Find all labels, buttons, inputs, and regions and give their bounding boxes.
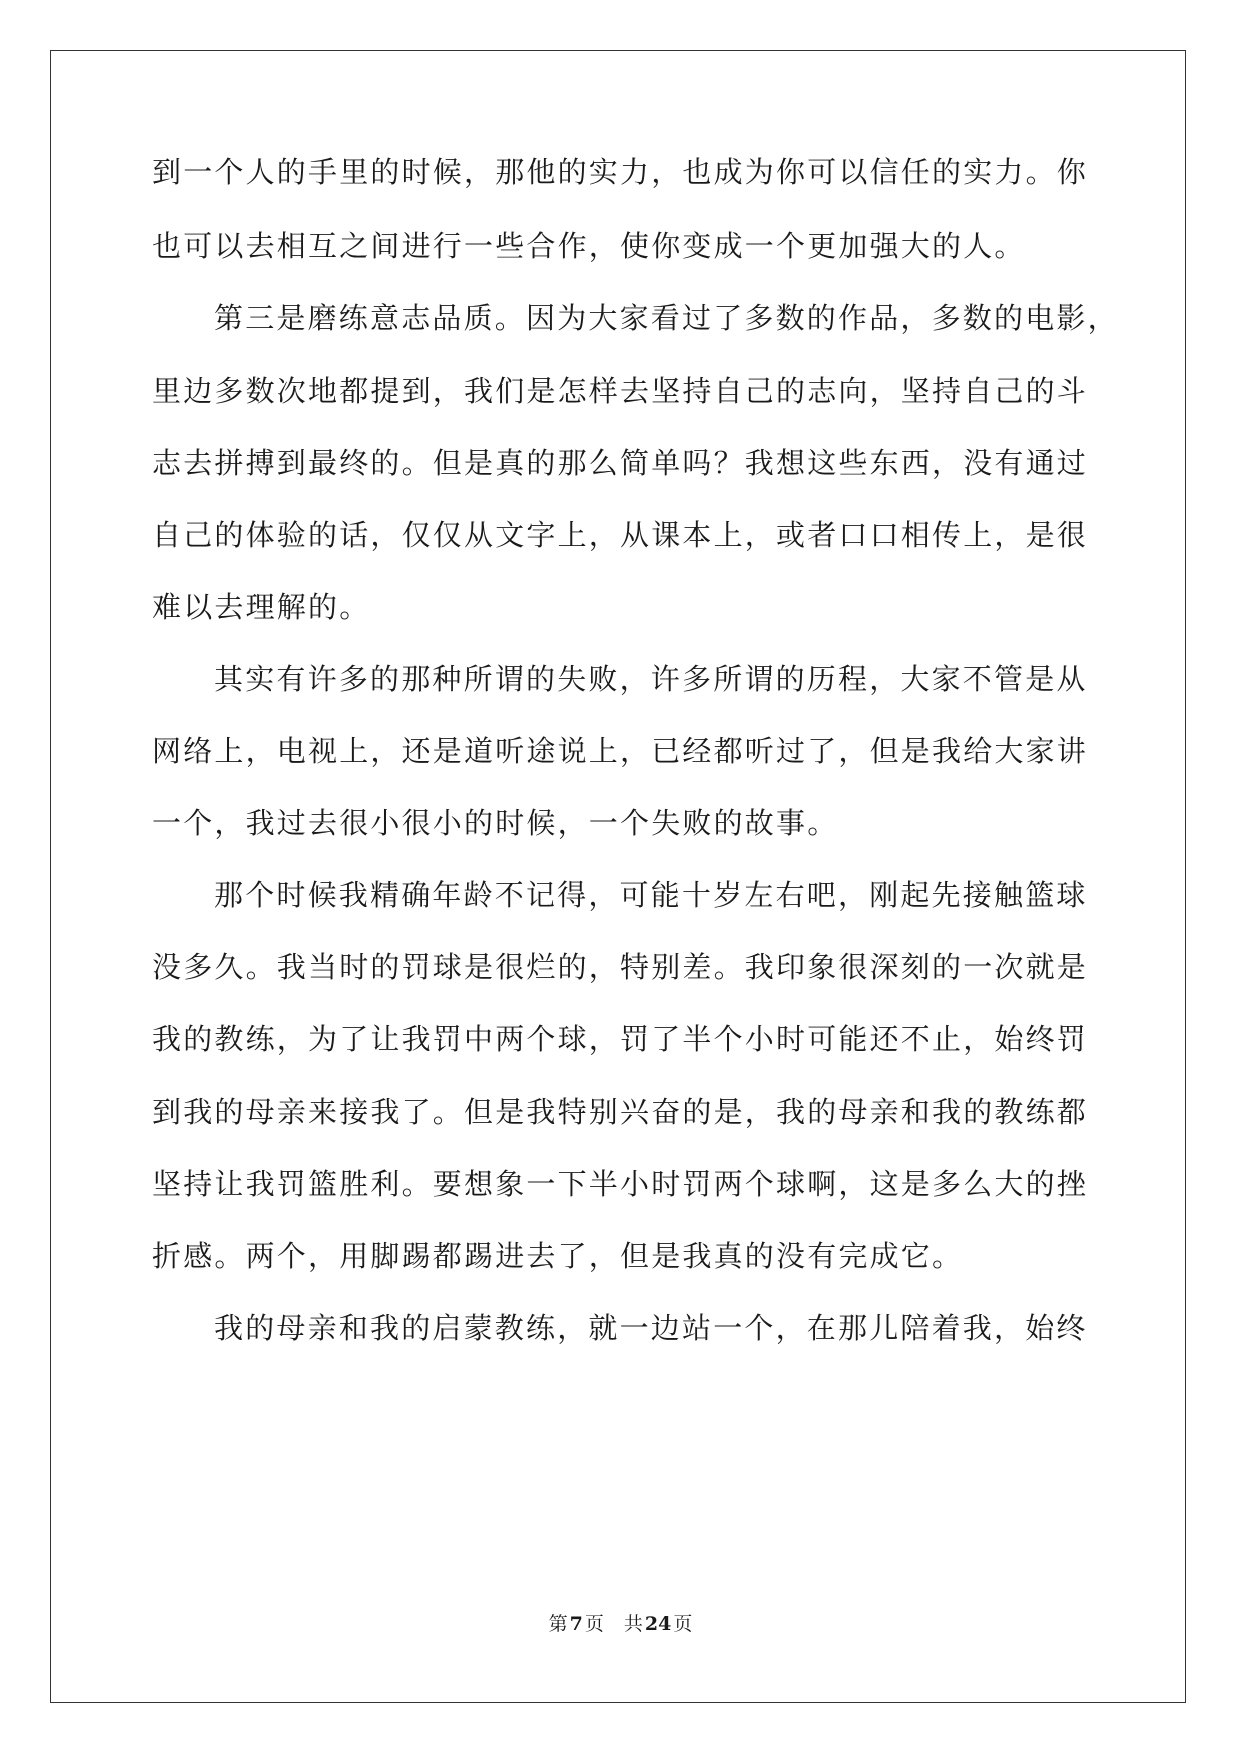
text-line: 坚持让我罚篮胜利。要想象一下半小时罚两个球啊，这是多么大的挫: [152, 1167, 1089, 1201]
footer-page-number: 7: [569, 1613, 583, 1635]
text-line: 志去拼搏到最终的。但是真的那么简单吗？我想这些东西，没有通过: [152, 446, 1089, 480]
footer-total-pages: 24: [644, 1613, 672, 1635]
page-footer: [0, 1612, 1241, 1636]
text-line: 第三是磨练意志品质。因为大家看过了多数的作品，多数的电影，: [214, 301, 1119, 335]
text-line: 我的母亲和我的启蒙教练，就一边站一个，在那儿陪着我，始终: [214, 1311, 1088, 1345]
text-line: 那个时候我精确年龄不记得，可能十岁左右吧，刚起先接触篮球: [214, 878, 1088, 912]
text-line: 折感。两个，用脚踢都踢进去了，但是我真的没有完成它。: [152, 1239, 964, 1273]
text-line: 到一个人的手里的时候，那他的实力，也成为你可以信任的实力。你: [152, 155, 1089, 189]
footer-total-suffix: 页: [673, 1613, 693, 1635]
text-line: 难以去理解的。: [152, 590, 371, 624]
footer-page-prefix: 第: [548, 1613, 568, 1635]
text-line: 也可以去相互之间进行一些合作，使你变成一个更加强大的人。: [152, 229, 1026, 263]
text-line: 没多久。我当时的罚球是很烂的，特别差。我印象很深刻的一次就是: [152, 950, 1089, 984]
text-line: 里边多数次地都提到，我们是怎样去坚持自己的志向，坚持自己的斗: [152, 374, 1089, 408]
footer-total-prefix: 共: [623, 1613, 643, 1635]
text-line: 网络上，电视上，还是道听途说上，已经都听过了，但是我给大家讲: [152, 734, 1089, 768]
text-line: 其实有许多的那种所谓的失败，许多所谓的历程，大家不管是从: [214, 662, 1088, 696]
footer-page-suffix: 页: [584, 1613, 604, 1635]
text-line: 自己的体验的话，仅仅从文字上，从课本上，或者口口相传上，是很: [152, 518, 1089, 552]
text-line: 一个，我过去很小很小的时候，一个失败的故事。: [152, 806, 839, 840]
text-line: 到我的母亲来接我了。但是我特别兴奋的是，我的母亲和我的教练都: [152, 1095, 1089, 1129]
text-line: 我的教练，为了让我罚中两个球，罚了半个小时可能还不止，始终罚: [152, 1022, 1089, 1056]
